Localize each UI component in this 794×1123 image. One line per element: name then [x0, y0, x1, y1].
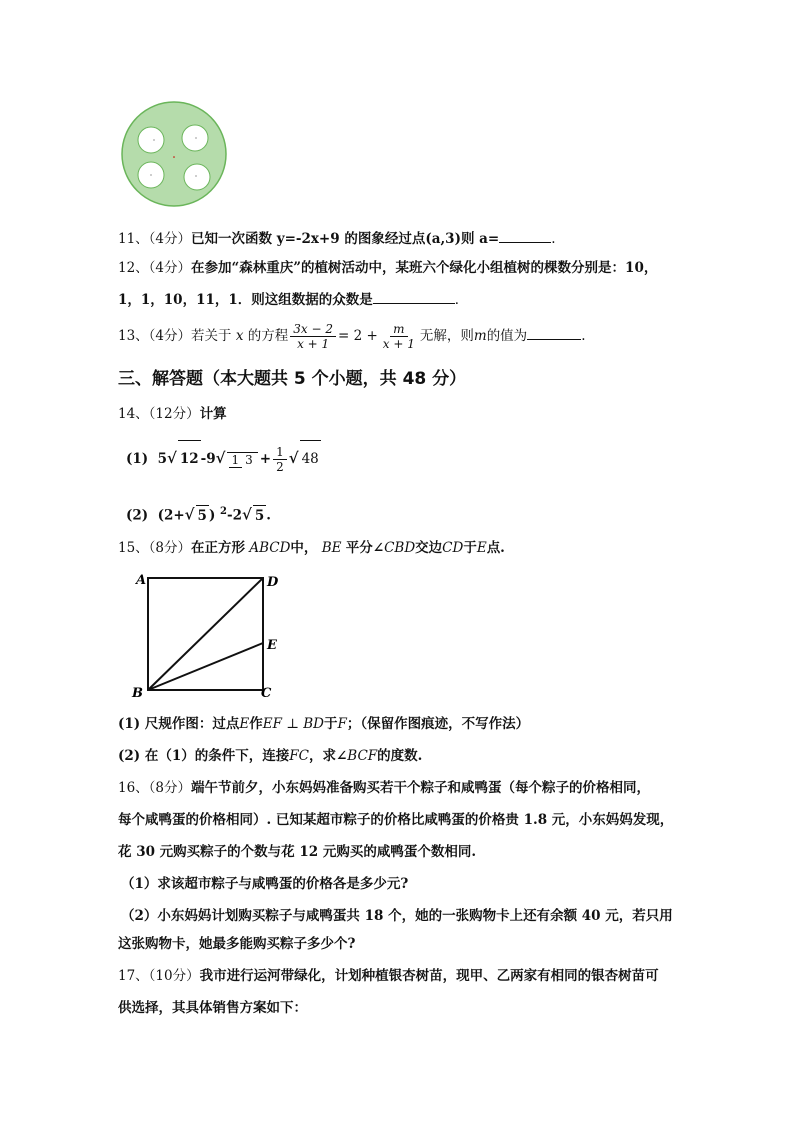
q14-p1-f-num: 1: [229, 453, 243, 468]
q15-sub2-fc: FC: [289, 748, 309, 764]
q15-be: BE: [321, 540, 342, 556]
section-3-title: 三、解答题（本大题共 5 个小题，共 48 分）: [118, 369, 467, 389]
q16-sub-1: （1）求该超市粽子与咸鸭蛋的价格各是多少元?: [121, 876, 409, 892]
q14-p2-r2: 5: [253, 505, 266, 526]
q15-sub1-a: 尺规作图：过点: [144, 716, 240, 732]
q15-sub-1: [118, 714, 529, 734]
outer-circle: [122, 102, 226, 206]
q15-sub2-bcf: BCF: [347, 748, 378, 764]
q15-t4: 交边: [415, 540, 443, 556]
q12-answer-blank[interactable]: [373, 289, 455, 304]
q15-sub1-label: (1): [118, 716, 141, 732]
q14-p1-f-den: 3: [245, 453, 253, 467]
radical-icon: √: [215, 449, 226, 467]
question-15: [118, 538, 505, 558]
q12-prefix: 12、（4分）: [118, 260, 192, 276]
q12-line1: 在参加“森林重庆”的植树活动中，某班六个绿化小组植树的棵数分别是：10，: [191, 260, 658, 276]
q14-p2-label: (2): [126, 507, 149, 524]
q14-p2-exp: 2: [220, 506, 227, 517]
q14-p1-plus: +: [259, 451, 272, 467]
q14-p2-b: ): [208, 507, 216, 524]
q11-end: .: [551, 231, 556, 247]
label-b: B: [132, 686, 143, 701]
q13-prefix: 13、（4分）: [118, 328, 192, 344]
q14-p1-a: 5: [157, 451, 167, 467]
q12-end: ．: [454, 292, 469, 308]
question-17-line-2: 供选择，其具体销售方案如下：: [118, 1000, 307, 1016]
q13-eq: = 2 +: [337, 328, 378, 344]
q13-var-m: m: [473, 328, 487, 344]
square-abcd-figure: [128, 568, 288, 704]
q15-sub1-f: F: [337, 716, 347, 732]
q13-var-x: x: [235, 328, 244, 344]
q15-abcd: ABCD: [249, 540, 291, 556]
q15-t2: 中，: [290, 540, 318, 556]
hole-dot: [195, 175, 196, 176]
q15-t3: 平分∠: [345, 540, 385, 556]
q14-p2-end: .: [266, 507, 271, 524]
q15-sub1-c: 于: [323, 716, 338, 732]
q15-sub2-c: 的度数.: [377, 748, 423, 764]
question-14: [118, 404, 227, 424]
label-c: C: [261, 686, 272, 701]
q13-t3: 无解，则: [419, 328, 474, 344]
question-12-line-1: [118, 258, 657, 278]
q12-line2: 1，1，10，11，1．则这组数据的众数是: [118, 292, 373, 308]
q14-p1-label: (1): [126, 451, 149, 467]
q15-sub1-d: ；（保留作图痕迹，不写作法）: [346, 716, 530, 732]
question-16-line-1: [118, 778, 650, 798]
q14-p1-b: -9: [200, 451, 216, 467]
q14-p1-r2: 48: [300, 440, 321, 477]
center-dot: [173, 156, 175, 158]
label-e: E: [267, 638, 277, 653]
hole-dot: [150, 174, 151, 175]
q15-prefix: 15、（8分）: [118, 540, 192, 556]
q15-sub2-a: 在（1）的条件下，连接: [144, 748, 290, 764]
q13-f2-num: m: [390, 322, 407, 337]
q16-sub-2-line-2: 这张购物卡，她最多能购买粽子多少个?: [118, 936, 356, 952]
q15-t6: 点.: [486, 540, 505, 556]
q14-text: 计算: [199, 406, 227, 422]
hole-dot: [195, 137, 196, 138]
segment-be: [148, 643, 263, 690]
q13-fraction-2: [380, 322, 418, 351]
circle-with-holes-figure: [118, 100, 230, 208]
q11-prefix: 11、（4分）: [118, 231, 192, 247]
q11-text: 已知一次函数 y=-2x+9 的图象经过点(a,3)则 a=: [191, 231, 500, 247]
question-16-line-2: 每个咸鸭蛋的价格相同）. 已知某超市粽子的价格比咸鸭蛋的价格贵 1.8 元，小东妈妈发现，: [118, 812, 674, 828]
q13-f1-den: x + 1: [297, 337, 330, 351]
hole-top-right: [182, 125, 208, 151]
q13-answer-blank[interactable]: [527, 325, 581, 340]
q15-sub2-label: (2): [118, 748, 141, 764]
q14-part-1: [126, 440, 321, 477]
q11-answer-blank[interactable]: [499, 228, 551, 243]
radical-icon: √: [184, 505, 195, 524]
radical-icon: √: [242, 505, 252, 524]
hole-bottom-right: [184, 164, 210, 190]
q14-p2-c: -2: [227, 507, 242, 524]
question-13: [118, 318, 585, 354]
q13-fraction-1: [290, 322, 336, 351]
q14-p2-r1: 5: [196, 505, 209, 526]
q13-f1-num: 3x − 2: [290, 322, 336, 337]
q15-sub1-e: E: [239, 716, 250, 732]
hole-dot: [153, 139, 154, 140]
q16-line1: 端午节前夕，小东妈妈准备购买若干个粽子和咸鸭蛋（每个粽子的价格相同，: [191, 780, 651, 796]
question-17-line-1: [118, 966, 659, 986]
q15-t1: 在正方形: [191, 540, 246, 556]
radical-icon: √: [288, 449, 299, 467]
q15-t5: 于: [463, 540, 477, 556]
q13-t4: 的值为: [486, 328, 528, 344]
q17-line1: 我市进行运河带绿化，计划种植银杏树苗，现甲、乙两家有相同的银杏树苗可: [199, 968, 659, 984]
question-12-line-2: [118, 289, 468, 310]
q13-f2-den: x + 1: [382, 337, 415, 351]
hole-top-left: [138, 127, 164, 153]
q14-p1-r1: 12: [178, 440, 201, 477]
q17-prefix: 17、（10分）: [118, 968, 200, 984]
q13-t1: 若关于: [191, 328, 232, 344]
q15-sub-2: [118, 746, 422, 766]
q13-end: .: [581, 328, 586, 344]
question-11: [118, 228, 556, 249]
q13-t2: 的方程: [247, 328, 289, 344]
radical-icon: √: [166, 449, 177, 467]
q15-sub1-ef: EF ⊥ BD: [262, 716, 324, 732]
q14-p1-f2-num: 1: [273, 445, 287, 460]
label-d: D: [267, 575, 279, 590]
q14-p1-sqrt-fraction: [227, 452, 258, 467]
q14-p1-f2-den: 2: [276, 460, 284, 474]
q14-p1-fraction: [273, 445, 287, 474]
q15-sub2-b: ，求∠: [308, 748, 348, 764]
q15-cd: CD: [442, 540, 464, 556]
q14-prefix: 14、（12分）: [118, 406, 200, 422]
q16-prefix: 16、（8分）: [118, 780, 192, 796]
q14-p2-a: (2+: [157, 507, 185, 524]
q15-cbd: CBD: [384, 540, 416, 556]
label-a: A: [136, 573, 147, 588]
q16-sub-2-line-1: （2）小东妈妈计划购买粽子与咸鸭蛋共 18 个，她的一张购物卡上还有余额 40 元，若只用: [121, 908, 673, 924]
question-16-line-3: 花 30 元购买粽子的个数与花 12 元购买的咸鸭蛋个数相同.: [118, 844, 477, 860]
q14-part-2: [126, 502, 271, 526]
diagonal-bd: [148, 578, 263, 690]
q15-sub1-b: 作: [249, 716, 263, 732]
q15-e: E: [476, 540, 487, 556]
